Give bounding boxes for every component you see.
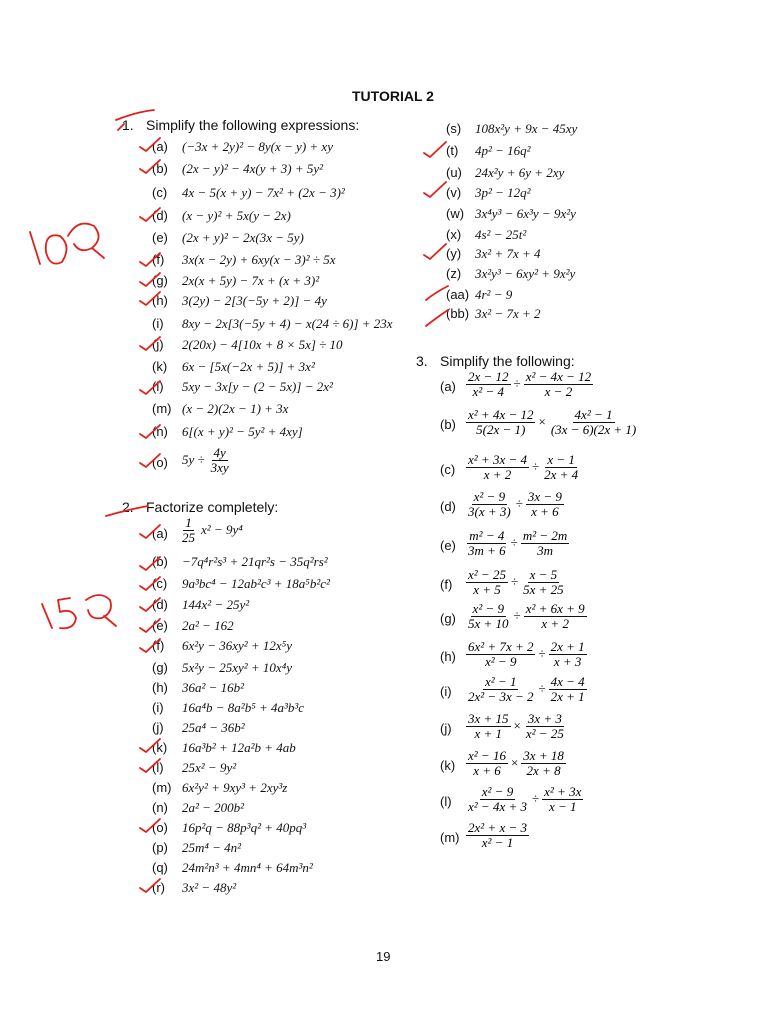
fraction-left [466, 749, 508, 777]
operator: × [538, 414, 546, 430]
q3-item-expression [466, 749, 566, 777]
q2-item-label: (r) [152, 880, 165, 895]
q2-item-label: (f) [152, 638, 165, 653]
numerator: 6x² + 7x + 2 [468, 639, 534, 654]
q2-item-expression: 24m²n³ + 4mn⁴ + 64m³n² [182, 860, 313, 875]
fraction-left [466, 490, 513, 518]
q1-item-label: (c) [152, 185, 168, 200]
check-mark-q2-bb [426, 310, 448, 326]
q2-item-label: (v) [446, 185, 462, 200]
q2-item-expression: 36a² − 16b² [182, 680, 245, 695]
numerator: x − 5 [529, 567, 558, 582]
page-title: TUTORIAL 2 [352, 88, 434, 104]
denominator: x + 1 [474, 725, 503, 741]
q1-item-label: (n) [152, 424, 168, 439]
numerator: x − 1 [547, 452, 575, 467]
denominator: x + 6 [531, 503, 559, 519]
fraction-left [466, 408, 535, 436]
fraction-left [466, 370, 511, 398]
q2-item-expression: 3x² − 48y² [182, 880, 237, 895]
q2-item-expression: 3x²y³ − 6xy² + 9x²y [475, 266, 576, 281]
q3-item-label: (h) [440, 649, 456, 664]
q2-item-label: (l) [152, 760, 164, 775]
q1-item-expression: 4x − 5(x + y) − 7x² + (2x − 3)² [182, 185, 345, 200]
check-mark-q2-v [424, 182, 446, 197]
q2-item-label: (w) [446, 206, 465, 221]
q3-item-label: (i) [440, 684, 452, 699]
q2-item-expression: 144x² − 25y² [182, 597, 250, 612]
q2-item-expression: 3x⁴y³ − 6x³y − 9x²y [475, 206, 576, 221]
q1-item-expression: (2x − y)² − 4x(y + 3) + 5y² [182, 161, 324, 176]
numerator: x² + 3x − 4 [468, 452, 527, 467]
q1-item-o-fraction [209, 446, 231, 474]
fraction-left [466, 785, 529, 813]
denominator: 5x + 25 [523, 581, 564, 597]
numerator: x² + 3x [544, 784, 582, 799]
q2-item-label: (z) [446, 266, 462, 281]
fraction-left [466, 640, 535, 668]
q1-item-label: (b) [152, 161, 168, 176]
denominator: 2x + 1 [550, 688, 585, 704]
q3-item-expression [466, 602, 587, 630]
q2-number: 2. [122, 499, 134, 515]
numerator: x² − 9 [473, 489, 506, 504]
fraction-left [466, 568, 508, 596]
q2-item-expression: 16a³b² + 12a²b + 4ab [182, 740, 296, 755]
fraction-right [549, 408, 638, 436]
q3-item-m-expr [466, 821, 529, 849]
denominator: 2x + 4 [544, 466, 579, 482]
denominator: x² − 4 [472, 383, 504, 399]
operator: ÷ [510, 574, 519, 590]
q2-item-label: (d) [152, 597, 168, 612]
q2-item-label: (j) [152, 720, 164, 735]
denominator: x − 2 [544, 383, 573, 399]
q2-item-label: (p) [152, 840, 168, 855]
fraction-right [521, 529, 569, 557]
denominator: 3m [537, 542, 553, 558]
q2-item-label: (s) [446, 121, 462, 136]
q1-item-label: (f) [152, 252, 165, 267]
q1-item-expression: 6x − [5x(−2x + 5)] + 3x² [182, 359, 315, 374]
q1-item-label: (e) [152, 230, 168, 245]
numerator: x² − 25 [468, 567, 506, 582]
operator: ÷ [515, 496, 523, 512]
q1-item-label: (d) [152, 208, 168, 223]
numerator: 2x − 12 [468, 369, 509, 384]
denominator: (3x − 6)(2x + 1) [550, 421, 637, 437]
numerator: m² − 4 [469, 528, 505, 543]
fraction-right [524, 370, 593, 398]
q2-item-label: (bb) [446, 306, 470, 321]
q2-item-a-fraction [180, 516, 197, 544]
numerator: 4x − 4 [550, 674, 585, 689]
q1-item-o-lead: 5y ÷ [182, 452, 205, 468]
check-mark-q2-y [424, 244, 446, 259]
q2-item-expression: 9a³bc⁴ − 12ab²c³ + 18a⁵b²c² [182, 576, 330, 591]
q3-item-expression [466, 712, 566, 740]
q3-item-expression [466, 568, 566, 596]
operator: ÷ [538, 646, 546, 662]
q1-item-expression: (−3x + 2y)² − 8y(x − y) + xy [182, 139, 333, 154]
q2-item-expression: −7q⁴r²s³ + 21qr²s − 35q²rs² [182, 554, 328, 569]
q1-item-expression: 6[(x + y)² − 5y² + 4xy] [182, 424, 303, 439]
q2-item-expression: 3x² + 7x + 4 [475, 246, 541, 261]
q3-item-label: (b) [440, 417, 456, 432]
denominator: x − 1 [548, 798, 577, 814]
fraction-left [466, 602, 511, 630]
operator: ÷ [531, 459, 540, 475]
denominator: 2x² − 3x − 2 [468, 688, 534, 704]
numerator: x² − 9 [472, 601, 504, 616]
denominator: 3(x + 3) [468, 503, 511, 519]
q3-item-expression [466, 453, 580, 481]
q2-item-label: (k) [152, 740, 168, 755]
q2-item-expression: 108x²y + 9x − 45xy [475, 121, 578, 136]
q3-number: 3. [416, 353, 428, 369]
fifteen-q-note [42, 595, 116, 628]
q3-item-label: (e) [440, 538, 456, 553]
q1-item-expression: 3(2y) − 2[3(−5y + 2)] − 4y [182, 293, 327, 308]
q2-item-expression: 2a² − 162 [182, 618, 234, 633]
q3-item-label: (g) [440, 611, 456, 626]
q1-item-label: (l) [152, 379, 164, 394]
fraction-right [542, 453, 580, 481]
q1-item-expression: 2x(x + 5y) − 7x + (x + 3)² [182, 273, 320, 288]
q3-item-label: (k) [440, 758, 456, 773]
q2-item-label: (c) [152, 576, 168, 591]
denominator: x + 5 [473, 581, 501, 597]
denominator: x + 2 [541, 615, 569, 631]
fraction-left [466, 675, 535, 703]
operator: × [513, 718, 521, 734]
numerator: x² − 16 [468, 748, 506, 763]
denominator: 5(2x − 1) [476, 421, 526, 437]
q3-item-label: (d) [440, 499, 456, 514]
q3-item-expression [466, 785, 583, 813]
q3-item-m-label: (m) [440, 830, 460, 845]
q1-item-o-label: (o) [152, 455, 168, 470]
q2-item-label: (aa) [446, 287, 470, 302]
q1-item-o-num: 4y [213, 445, 226, 460]
q2-item-expression: 4s² − 25t² [475, 227, 527, 242]
operator: ÷ [513, 376, 521, 392]
q2-item-label: (h) [152, 680, 168, 695]
q2-item-expression: 4p² − 16q² [475, 143, 531, 158]
numerator: 3x + 15 [468, 711, 509, 726]
denominator: 2x + 8 [526, 762, 561, 778]
q2-item-a-expr [180, 516, 243, 544]
q2-item-a-rest: x² − 9y⁴ [201, 522, 243, 538]
q2-item-label: (x) [446, 227, 462, 242]
denominator: x² − 9 [485, 653, 517, 669]
q2-item-expression: 4r² − 9 [475, 287, 513, 302]
operator: ÷ [510, 535, 518, 551]
numerator: m² − 2m [522, 528, 568, 543]
q2-item-label: (t) [446, 143, 459, 158]
q2-item-expression: 25a⁴ − 36b² [182, 720, 245, 735]
q1-item-expression: (x − 2)(2x − 1) + 3x [182, 401, 289, 416]
q2-item-a-label: (a) [152, 526, 168, 541]
q3-item-label: (c) [440, 462, 456, 477]
q2-item-label: (u) [446, 165, 462, 180]
q3-item-expression [466, 640, 587, 668]
q2-item-label: (i) [152, 700, 164, 715]
q1-item-expression: 8xy − 2x[3(−5y + 4) − x(24 ÷ 6)] + 23x [182, 316, 393, 331]
numerator: 4x² − 1 [574, 407, 613, 422]
q1-heading: Simplify the following expressions: [146, 117, 360, 133]
q3-item-label: (a) [440, 379, 456, 394]
q2-item-label: (m) [152, 780, 172, 795]
check-mark-q2-t [424, 142, 446, 157]
q3-item-m-den: x² − 1 [481, 834, 514, 850]
q2-item-expression: 5x²y − 25xy² + 10x⁴y [182, 660, 292, 675]
numerator: 3x + 18 [523, 748, 564, 763]
q2-item-a-num: 1 [185, 515, 192, 530]
operator: ÷ [538, 681, 546, 697]
q1-item-label: (g) [152, 273, 168, 288]
q2-item-expression: 3p² − 12q² [475, 185, 531, 200]
numerator: x² + 6x + 9 [525, 601, 585, 616]
q2-item-expression: 16a⁴b − 8a²b⁵ + 4a³b³c [182, 700, 305, 715]
q2-heading: Factorize completely: [146, 499, 279, 515]
q2-item-expression: 2a² − 200b² [182, 800, 245, 815]
q3-item-m-fraction [466, 821, 529, 849]
numerator: 3x − 9 [527, 489, 562, 504]
q1-item-label: (a) [152, 139, 168, 154]
q1-item-expression: 3x(x − 2y) + 6xy(x − 3)² ÷ 5x [182, 252, 336, 267]
q3-item-expression [466, 370, 593, 398]
ten-q-note [30, 224, 104, 264]
q2-item-label: (y) [446, 246, 462, 261]
fraction-right [521, 749, 566, 777]
q3-item-m-num: 2x² + x − 3 [468, 820, 527, 835]
q2-item-label: (q) [152, 860, 168, 875]
q1-item-expression: (2x + y)² − 2x(3x − 5y) [182, 230, 304, 245]
q3-item-expression [466, 675, 587, 703]
fraction-right [549, 675, 587, 703]
fraction-right [521, 568, 566, 596]
q2-item-expression: 6x²y − 36xy² + 12x⁵y [182, 638, 292, 653]
q2-item-expression: 24x²y + 6y + 2xy [475, 165, 565, 180]
numerator: 2x + 1 [550, 639, 585, 654]
q3-item-expression [466, 408, 638, 436]
check-mark-q2-aa [426, 286, 448, 300]
q1-item-label: (m) [152, 401, 172, 416]
q1-item-o-expr [182, 446, 231, 474]
denominator: x + 6 [473, 762, 501, 778]
fraction-right [526, 490, 564, 518]
denominator: 3m + 6 [468, 542, 506, 558]
q2-item-expression: 16p²q − 88p³q² + 40pq³ [182, 820, 307, 835]
q1-item-label: (k) [152, 359, 168, 374]
q2-item-a-den: 25 [182, 529, 195, 545]
q1-item-label: (i) [152, 316, 164, 331]
fraction-right [524, 712, 566, 740]
page-number: 19 [376, 949, 391, 964]
denominator: 5x + 10 [468, 615, 509, 631]
q3-item-label: (f) [440, 577, 453, 592]
q2-item-label: (o) [152, 820, 168, 835]
q2-item-label: (g) [152, 660, 168, 675]
operator: ÷ [513, 608, 521, 624]
denominator: x + 3 [553, 653, 582, 669]
operator: × [510, 755, 519, 771]
operator: ÷ [531, 791, 540, 807]
q2-item-label: (e) [152, 618, 168, 633]
q2-item-label: (n) [152, 800, 168, 815]
numerator: x² − 1 [485, 674, 517, 689]
q3-item-label: (l) [440, 794, 452, 809]
numerator: x² − 9 [481, 784, 514, 799]
q3-item-expression [466, 490, 564, 518]
q1-item-expression: 2(20x) − 4[10x + 8 × 5x] ÷ 10 [182, 337, 343, 352]
q2-item-expression: 25m⁴ − 4n² [182, 840, 242, 855]
q2-item-expression: 25x² − 9y² [182, 760, 237, 775]
fraction-right [524, 602, 587, 630]
numerator: x² − 4x − 12 [525, 369, 592, 384]
q1-item-expression: 5xy − 3x[y − (2 − 5x)] − 2x² [182, 379, 333, 394]
fraction-left [466, 712, 511, 740]
q1-number: 1. [122, 117, 134, 133]
q1-item-label: (h) [152, 293, 168, 308]
denominator: x² − 4x + 3 [468, 798, 527, 814]
denominator: x² − 25 [525, 725, 564, 741]
fraction-left [466, 453, 529, 481]
q1-item-label: (j) [152, 337, 164, 352]
fraction-left [466, 529, 508, 557]
q1-item-expression: (x − y)² + 5x(y − 2x) [182, 208, 291, 223]
q3-item-label: (j) [440, 721, 452, 736]
numerator: x² + 4x − 12 [468, 407, 534, 422]
fraction-right [542, 785, 583, 813]
q2-item-label: (b) [152, 554, 168, 569]
q3-item-expression [466, 529, 569, 557]
denominator: x + 2 [483, 466, 512, 482]
q1-item-o-den: 3xy [210, 459, 229, 475]
q2-item-expression: 6x²y² + 9xy³ + 2xy³z [182, 780, 288, 795]
q3-heading: Simplify the following: [440, 353, 575, 369]
numerator: 3x + 3 [527, 711, 562, 726]
q2-item-expression: 3x² − 7x + 2 [475, 306, 541, 321]
fraction-right [549, 640, 587, 668]
